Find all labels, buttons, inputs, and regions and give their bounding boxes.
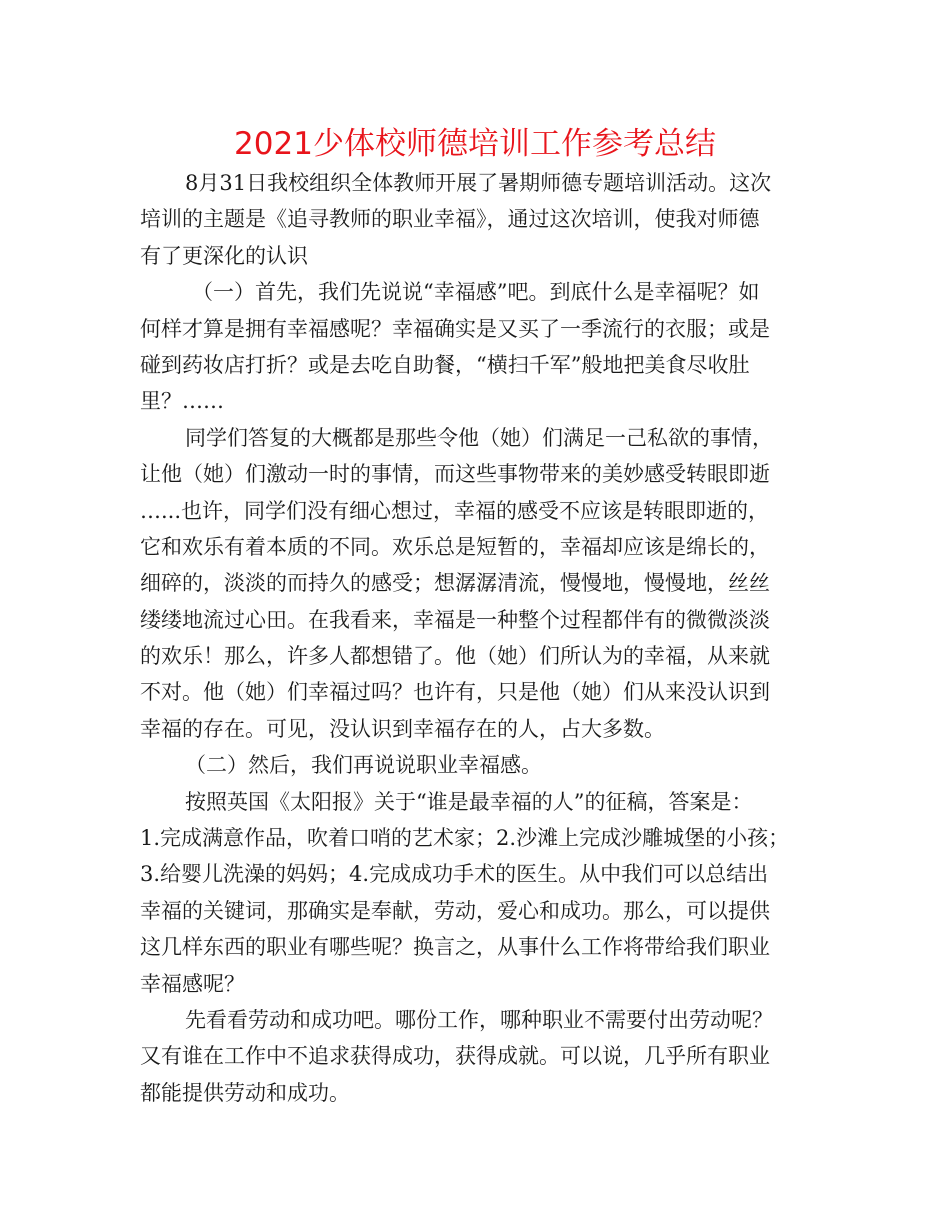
paragraph	[140, 784, 820, 1002]
text-line: 培训的主题是《追寻教师的职业幸福》，通过这次培训，使我对师德	[140, 207, 760, 232]
text-line: 有了更深化的认识	[140, 243, 308, 268]
paragraph	[140, 1002, 820, 1111]
text-line: 8月31日我校组织全体教师开展了暑期师德专题培训活动。这次	[185, 171, 772, 195]
text-line: 缕缕地流过心田。在我看来，幸福是一种整个过程都伴有的微微淡淡	[140, 607, 770, 632]
text-line: 幸福的关键词，那确实是奉献，劳动，爱心和成功。那么，可以提供	[140, 898, 770, 923]
paragraph	[140, 420, 820, 748]
text-line: 碰到药妆店打折？或是去吃自助餐，“横扫千军”般地把美食尽收肚	[140, 352, 750, 377]
text-line: 幸福感呢？	[140, 971, 245, 996]
text-line: 不对。他（她）们幸福过吗？也许有，只是他（她）们从来没认识到	[140, 680, 770, 705]
text-line: 它和欢乐有着本质的不同。欢乐总是短暂的，幸福却应该是绵长的，	[140, 534, 770, 559]
text-line: 先看看劳动和成功吧。哪份工作，哪种职业不需要付出劳动呢？	[185, 1007, 773, 1032]
text-line: 何样才算是拥有幸福感呢？幸福确实是又买了一季流行的衣服；或是	[140, 316, 770, 341]
text-line: 同学们答复的大概都是那些令他（她）们满足一己私欲的事情，	[185, 425, 773, 450]
text-line: 按照英国《太阳报》关于“谁是最幸福的人”的征稿，答案是：	[185, 789, 753, 814]
document-title: 2021少体校师德培训工作参考总结	[234, 126, 716, 162]
document-body	[140, 165, 820, 1111]
text-line: （一）首先，我们先说说“幸福感”吧。到底什么是幸福呢？如	[192, 280, 760, 305]
text-line: （二）然后，我们再说说职业幸福感。	[185, 753, 542, 778]
paragraph	[140, 747, 820, 783]
text-line: …...也许，同学们没有细心想过，幸福的感受不应该是转眼即逝的，	[140, 498, 770, 523]
text-line: 这几样东西的职业有哪些呢？换言之，从事什么工作将带给我们职业	[140, 935, 770, 960]
text-line: 3.给婴儿洗澡的妈妈；4.完成成功手术的医生。从中我们可以总结出	[140, 862, 769, 887]
text-line: 都能提供劳动和成功。	[140, 1080, 350, 1105]
text-line: 让他（她）们激动一时的事情，而这些事物带来的美妙感受转眼即逝	[140, 462, 770, 487]
paragraph	[140, 165, 820, 274]
text-line: 里？……	[140, 389, 224, 414]
paragraph	[140, 274, 820, 420]
text-line: 又有谁在工作中不追求获得成功，获得成就。可以说，几乎所有职业	[140, 1044, 770, 1069]
text-line: 幸福的存在。可见，没认识到幸福存在的人，占大多数。	[140, 716, 665, 741]
text-line: 细碎的，淡淡的而持久的感受；想潺潺清流，慢慢地，慢慢地，丝丝	[140, 571, 770, 596]
text-line: 的欢乐！那么，许多人都想错了。他（她）们所认为的幸福，从来就	[140, 644, 770, 669]
text-line: 1.完成满意作品，吹着口哨的艺术家；2.沙滩上完成沙雕城堡的小孩；	[140, 826, 790, 851]
